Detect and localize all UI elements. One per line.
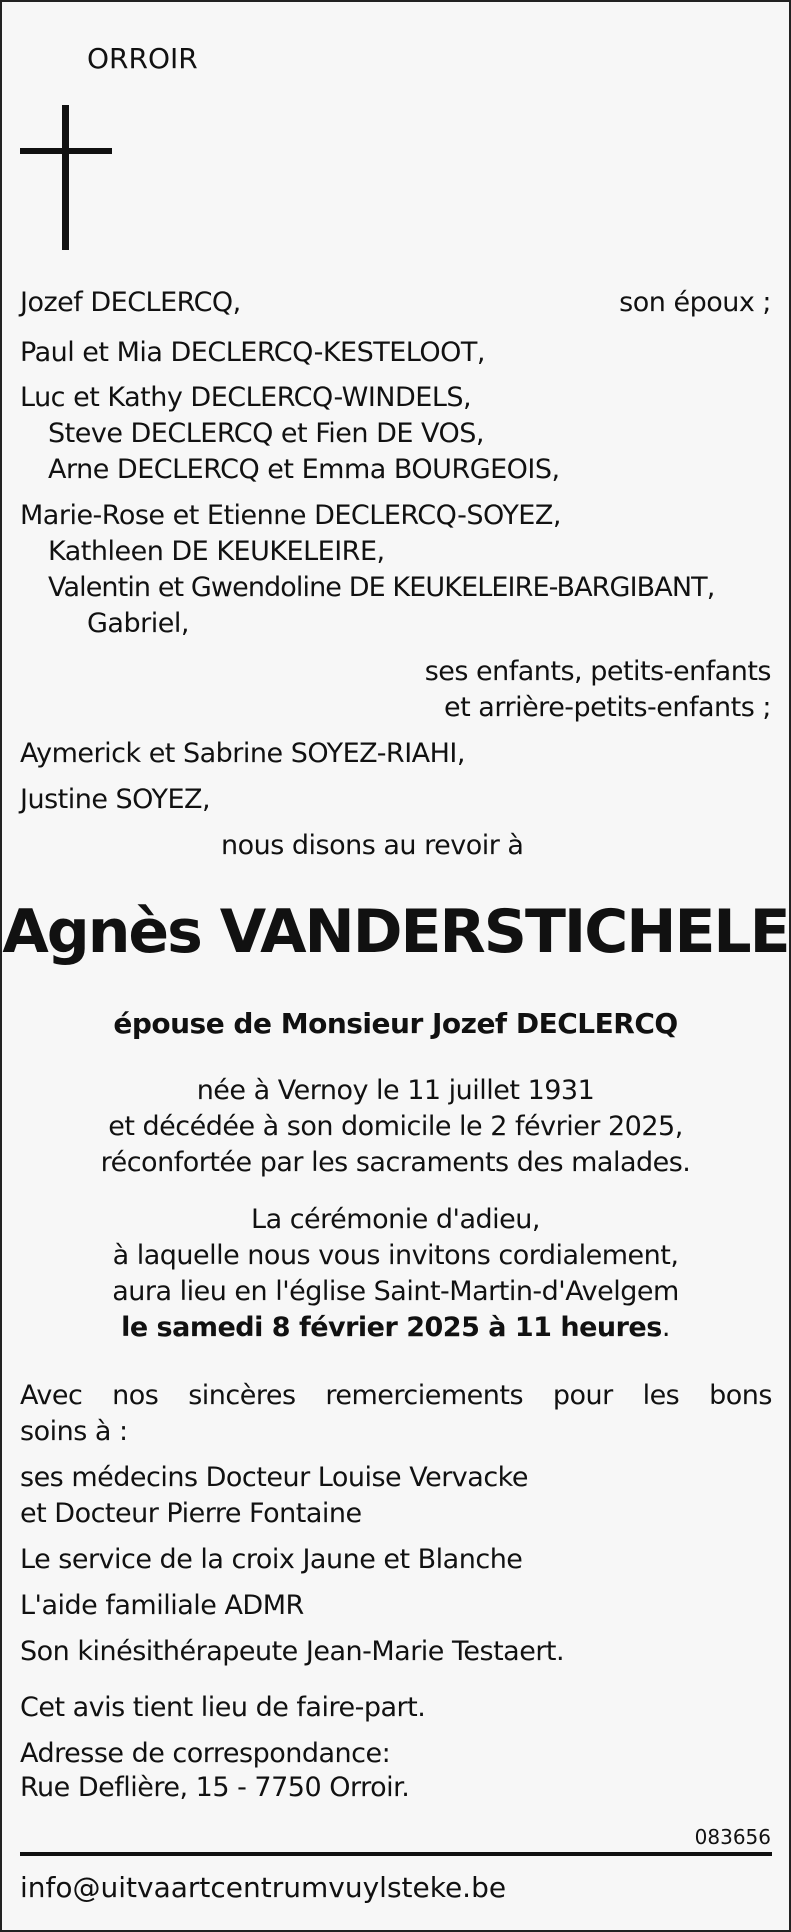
thanks-word: pour: [552, 1380, 613, 1411]
family-line: Aymerick et Sabrine SOYEZ-RIAHI,: [20, 738, 465, 769]
contact-email[interactable]: info@uitvaartcentrumvuylsteke.be: [20, 1871, 507, 1904]
family-line: Luc et Kathy DECLERCQ-WINDELS,: [20, 382, 472, 413]
footer-divider: [20, 1852, 772, 1856]
family-line: Steve DECLERCQ et Fien DE VOS,: [48, 418, 484, 449]
children-role: et arrière-petits-enfants ;: [444, 692, 771, 723]
ceremony-date: [2, 1310, 789, 1346]
thanks-word: Avec: [20, 1380, 83, 1411]
spouse-of-line: épouse de Monsieur Jozef DECLERCQ: [113, 1007, 678, 1040]
deceased-name: Agnès VANDERSTICHELE: [2, 897, 789, 967]
cross-icon: [20, 105, 112, 250]
address-label: Adresse de correspondance:: [20, 1738, 391, 1769]
family-line: Arne DECLERCQ et Emma BOURGEOIS,: [48, 454, 560, 485]
ceremony-line: La cérémonie d'adieu,: [251, 1204, 540, 1235]
thanks-word: bons: [709, 1380, 772, 1411]
thanks-doctors: ses médecins Docteur Louise Vervacke: [20, 1462, 528, 1493]
thanks-service: Le service de la croix Jaune et Blanche: [20, 1544, 523, 1575]
thanks-intro-line2: soins à :: [20, 1416, 128, 1447]
death-line: et décédée à son domicile le 2 février 2025,: [108, 1111, 683, 1142]
ceremony-date-suffix: .: [661, 1312, 670, 1343]
children-role: ses enfants, petits-enfants: [424, 656, 771, 687]
family-line: Marie-Rose et Etienne DECLERCQ-SOYEZ,: [20, 500, 561, 531]
thanks-word: sincères: [188, 1380, 296, 1411]
ceremony-line: à laquelle nous vous invitons cordialement,: [112, 1240, 679, 1271]
birth-line: née à Vernoy le 11 juillet 1931: [196, 1075, 595, 1106]
family-line: Justine SOYEZ,: [20, 784, 211, 815]
farewell-line: nous disons au revoir à: [221, 830, 524, 861]
sacrament-line: réconfortée par les sacraments des malades.: [100, 1147, 691, 1178]
thanks-doctors: et Docteur Pierre Fontaine: [20, 1498, 362, 1529]
ceremony-date-bold: le samedi 8 février 2025 à 11 heures: [121, 1312, 662, 1343]
family-line: Paul et Mia DECLERCQ-KESTELOOT,: [20, 337, 485, 368]
family-line: Gabriel,: [87, 608, 189, 639]
spouse-name: Jozef DECLERCQ,: [20, 287, 241, 318]
notice-line: Cet avis tient lieu de faire-part.: [20, 1692, 426, 1723]
spouse-role: son époux ;: [619, 287, 771, 318]
address: Rue Deflière, 15 - 7750 Orroir.: [20, 1772, 410, 1803]
location-label: ORROIR: [87, 42, 198, 75]
thanks-intro: [20, 1378, 772, 1414]
thanks-word: nos: [112, 1380, 159, 1411]
ceremony-line: aura lieu en l'église Saint-Martin-d'Avelgem: [112, 1276, 679, 1307]
reference-number: 083656: [694, 1825, 771, 1849]
thanks-word: les: [642, 1380, 680, 1411]
thanks-word: remerciements: [325, 1380, 524, 1411]
family-line: Valentin et Gwendoline DE KEUKELEIRE-BARGIBANT,: [48, 572, 715, 603]
thanks-aid: L'aide familiale ADMR: [20, 1590, 304, 1621]
family-line: Kathleen DE KEUKELEIRE,: [48, 536, 385, 567]
thanks-physio: Son kinésithérapeute Jean-Marie Testaert.: [20, 1636, 565, 1667]
